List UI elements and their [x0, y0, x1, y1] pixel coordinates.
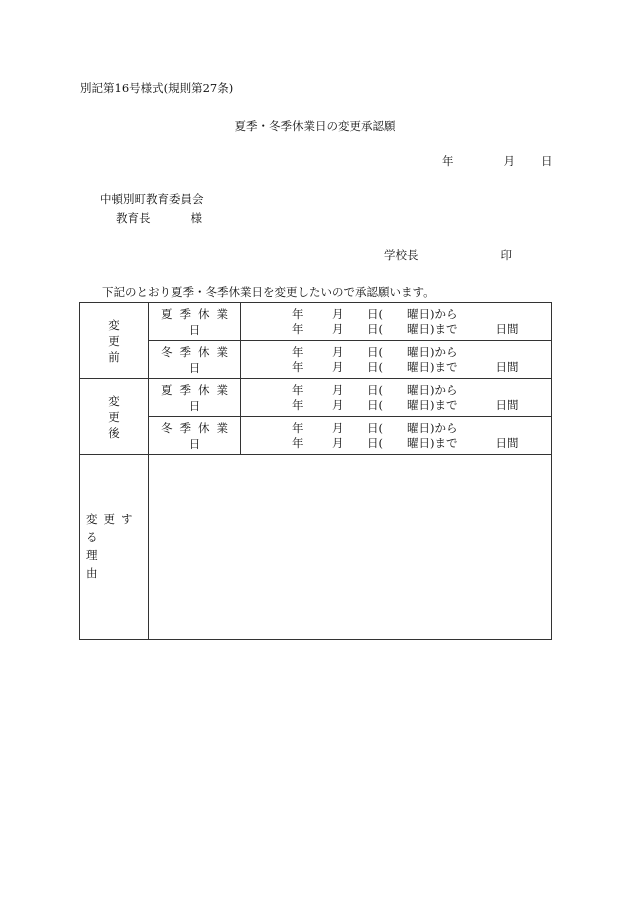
document-title: 夏季・冬季休業日の変更承認願 [234, 119, 396, 133]
period-to-line: 年 月 日( 曜日)まで 日間 [292, 360, 519, 374]
change-request-table [79, 302, 552, 640]
reason-label-line2: 理由 [86, 548, 142, 580]
summer-holiday-label: 夏季休業日 [149, 379, 241, 417]
addressee-board: 中頓別町教育委員会 [100, 192, 204, 206]
honorific-label: 様 [190, 211, 202, 225]
before-change-label: 変 更 前 [80, 303, 149, 379]
after-winter-period-cell[interactable] [241, 417, 552, 455]
before-summer-period-cell[interactable] [241, 303, 552, 341]
period-from-line: 年 月 日( 曜日)から [292, 421, 458, 435]
reason-input-area[interactable] [149, 455, 552, 640]
principal-label: 学校長 [384, 248, 419, 262]
form-label: 別記第16号様式(規則第27条) [80, 81, 234, 95]
reason-row [80, 455, 552, 640]
date-month-label: 月 [503, 154, 515, 168]
intro-text: 下記のとおり夏季・冬季休業日を変更したいので承認願います。 [102, 285, 435, 299]
period-from-line: 年 月 日( 曜日)から [292, 383, 458, 397]
period-to-line: 年 月 日( 曜日)まで 日間 [292, 436, 519, 450]
addressee-superintendent [116, 213, 202, 225]
applicant-line [384, 250, 512, 262]
period-from-line: 年 月 日( 曜日)から [292, 345, 458, 359]
reason-label-line1: 変更する [86, 512, 139, 545]
period-to-line: 年 月 日( 曜日)まで 日間 [292, 398, 519, 412]
application-date [442, 156, 553, 168]
superintendent-label: 教育長 [116, 211, 151, 225]
after-change-label: 変 更 後 [80, 379, 149, 455]
winter-holiday-label: 冬季休業日 [149, 341, 241, 379]
before-summer-row [80, 303, 552, 341]
winter-holiday-label: 冬季休業日 [149, 417, 241, 455]
summer-holiday-label: 夏季休業日 [149, 303, 241, 341]
period-to-line: 年 月 日( 曜日)まで 日間 [292, 322, 519, 336]
date-day-label: 日 [541, 154, 553, 168]
reason-label [80, 455, 149, 640]
period-from-line: 年 月 日( 曜日)から [292, 307, 458, 321]
after-summer-row [80, 379, 552, 417]
seal-mark: 印 [500, 248, 512, 262]
after-summer-period-cell[interactable] [241, 379, 552, 417]
date-year-label: 年 [442, 154, 454, 168]
before-winter-period-cell[interactable] [241, 341, 552, 379]
